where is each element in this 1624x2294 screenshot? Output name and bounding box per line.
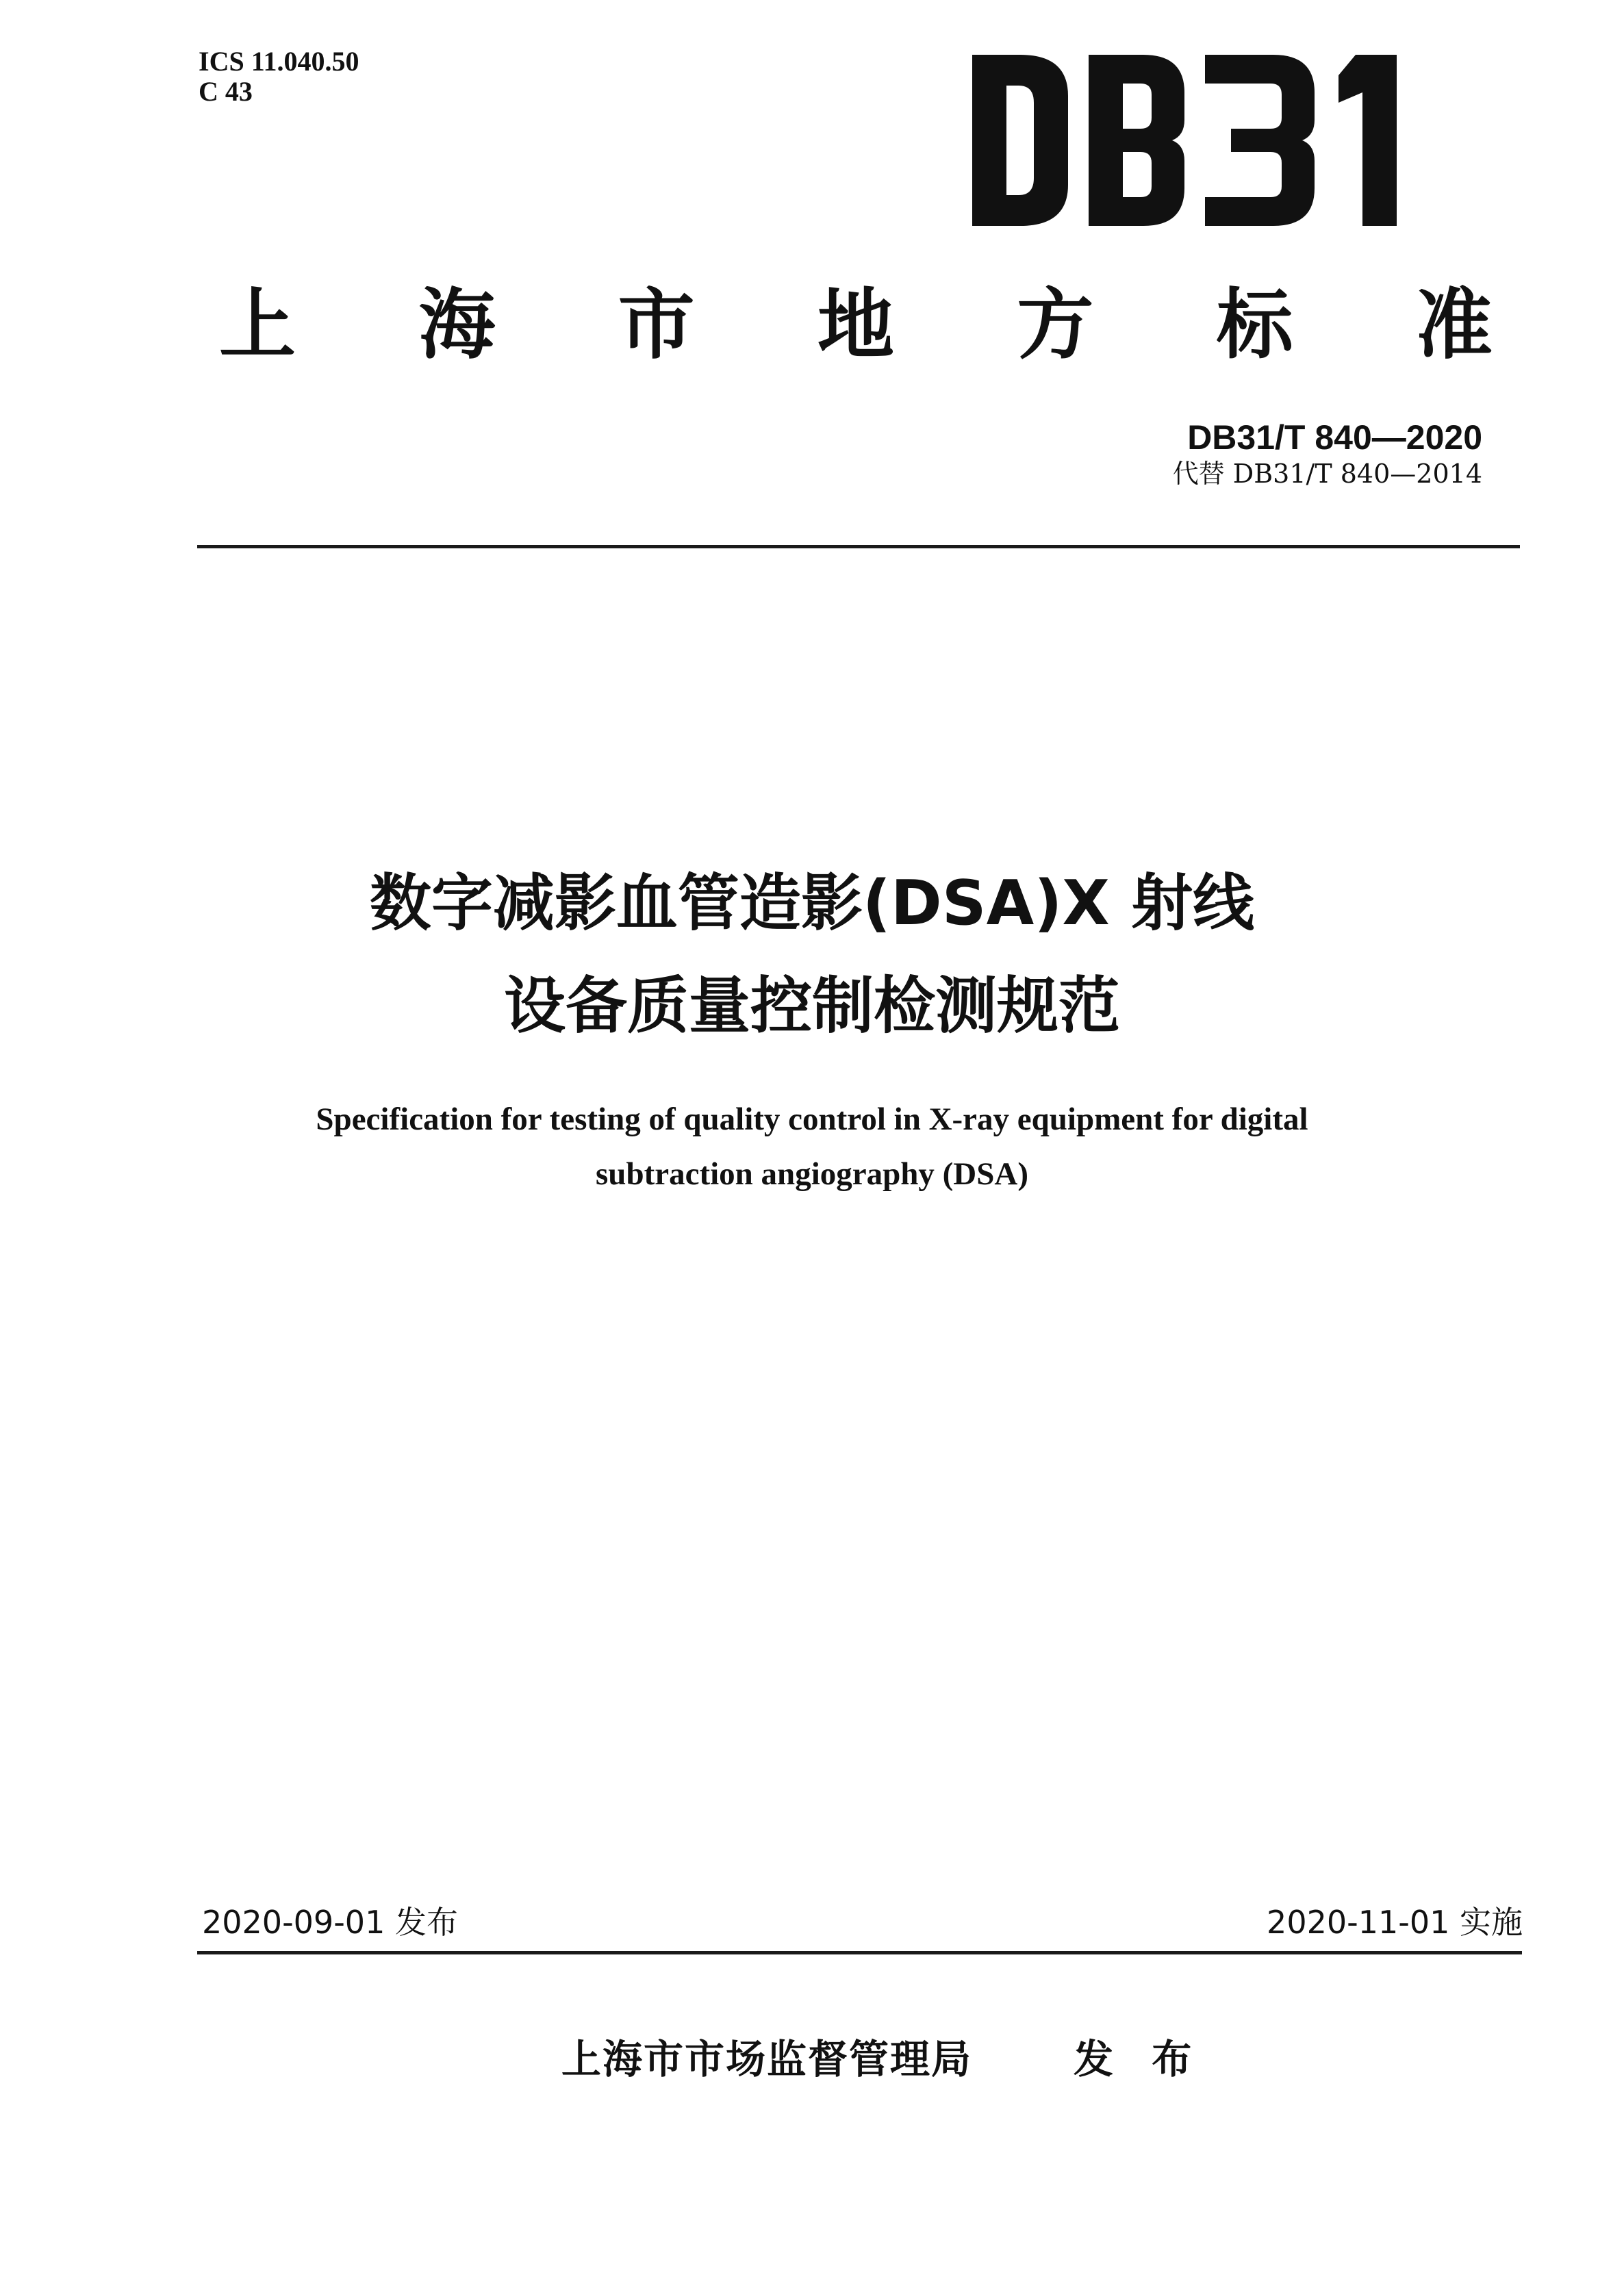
title-english	[196, 1092, 1428, 1201]
implementation-date: 2020-11-01 实施	[1267, 1904, 1523, 1941]
ccs-code: C 43	[199, 76, 253, 107]
issuing-authority: 上海市市场监督管理局	[561, 2036, 973, 2082]
category-char: 市	[618, 281, 695, 370]
category-char: 上	[219, 281, 296, 370]
category-char: 准	[1415, 281, 1493, 370]
issue-action: 发 布	[1074, 2036, 1204, 2082]
title-cn-line-2: 设备质量控制检测规范	[504, 970, 1120, 1042]
title-chinese	[196, 852, 1428, 1058]
db31-logo	[972, 55, 1424, 226]
bottom-divider	[197, 1951, 1522, 1954]
category-char: 方	[1017, 281, 1094, 370]
title-en-line-1: Specification for testing of quality control in X-ray equipment for digital	[316, 1101, 1308, 1137]
title-cn-line-1: 数字减影血管造影(DSA)X 射线	[369, 867, 1255, 939]
category-char: 海	[418, 281, 496, 370]
standard-category	[219, 277, 1493, 373]
title-en-line-2: subtraction angiography (DSA)	[596, 1156, 1028, 1192]
ics-code: ICS 11.040.50	[199, 46, 359, 77]
replaces-standard: 代替 DB31/T 840—2014	[1172, 459, 1482, 489]
top-divider	[197, 545, 1520, 548]
standard-number: DB31/T 840—2020	[1187, 418, 1482, 457]
category-char: 地	[817, 281, 894, 370]
category-char: 标	[1216, 281, 1293, 370]
issue-date: 2020-09-01 发布	[202, 1904, 458, 1941]
